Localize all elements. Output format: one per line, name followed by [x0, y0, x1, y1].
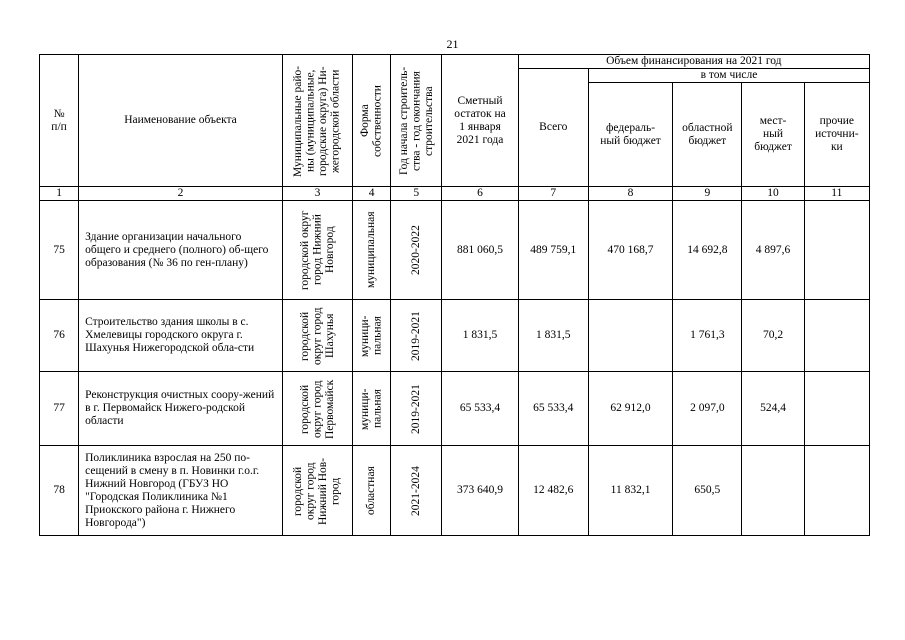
ownership-cell: областная [353, 446, 391, 536]
local-cell [742, 446, 804, 536]
header-estimate: Сметный остаток на 1 января 2021 года [442, 55, 518, 187]
ownership-cell: муниципальная [353, 201, 391, 300]
header-other: прочие источни- ки [804, 83, 869, 187]
page-number: 21 [446, 37, 459, 51]
col-number: 2 [79, 187, 283, 201]
header-local: мест- ный бюджет [742, 83, 804, 187]
total-cell: 12 482,6 [518, 446, 588, 536]
years-cell: 2021-2024 [391, 446, 442, 536]
header-including: в том числе [588, 69, 869, 83]
ownership-cell: муници- пальная [353, 372, 391, 446]
local-cell: 70,2 [742, 300, 804, 372]
col-number: 8 [588, 187, 672, 201]
other-cell [804, 300, 869, 372]
estimate-cell: 1 831,5 [442, 300, 518, 372]
table-row [40, 372, 870, 446]
estimate-cell: 373 640,9 [442, 446, 518, 536]
header-federal: федераль- ный бюджет [588, 83, 672, 187]
estimate-cell: 881 060,5 [442, 201, 518, 300]
other-cell [804, 201, 869, 300]
header-ownership: Форма собственности [353, 55, 391, 187]
other-cell [804, 372, 869, 446]
local-cell: 4 897,6 [742, 201, 804, 300]
column-numbers-row [40, 187, 870, 201]
row-num: 77 [40, 372, 79, 446]
financing-table [39, 54, 870, 536]
regional-cell: 2 097,0 [673, 372, 742, 446]
total-cell: 65 533,4 [518, 372, 588, 446]
row-num: 75 [40, 201, 79, 300]
total-cell: 1 831,5 [518, 300, 588, 372]
regional-cell: 650,5 [673, 446, 742, 536]
district-cell: городской округ город Нижний Нов- город [282, 446, 352, 536]
district-cell: городской округ город Шахунья [282, 300, 352, 372]
col-number: 1 [40, 187, 79, 201]
table-row [40, 201, 870, 300]
object-name: Строительство здания школы в с. Хмелевицы городского округа г. Шахунья Нижегородской обла-сти [79, 300, 283, 372]
col-number: 11 [804, 187, 869, 201]
col-number: 9 [673, 187, 742, 201]
header-num: № п/п [40, 55, 79, 187]
table-row [40, 300, 870, 372]
federal-cell [588, 300, 672, 372]
object-name: Здание организации начального общего и среднего (полного) об-щего образования (№ 36 по ген-плану) [79, 201, 283, 300]
district-cell: городской округ город Первомайск [282, 372, 352, 446]
years-cell: 2019-2021 [391, 300, 442, 372]
header-regional: областной бюджет [673, 83, 742, 187]
years-cell: 2020-2022 [391, 201, 442, 300]
header-name: Наименование объекта [79, 55, 283, 187]
col-number: 4 [353, 187, 391, 201]
header-years: Год начала строитель- ства - год окончания строительства [391, 55, 442, 187]
col-number: 3 [282, 187, 352, 201]
federal-cell: 62 912,0 [588, 372, 672, 446]
header-district: Муниципальные райо- ны (муниципальные, городские округа) Ни- жегородской области [282, 55, 352, 187]
row-num: 78 [40, 446, 79, 536]
header-total: Всего [518, 69, 588, 187]
header-funding-title: Объем финансирования на 2021 год [518, 55, 869, 69]
local-cell: 524,4 [742, 372, 804, 446]
years-cell: 2019-2021 [391, 372, 442, 446]
col-number: 5 [391, 187, 442, 201]
district-cell: городской округ город Нижний Новгород [282, 201, 352, 300]
ownership-cell: муници- пальная [353, 300, 391, 372]
col-number: 6 [442, 187, 518, 201]
federal-cell: 470 168,7 [588, 201, 672, 300]
federal-cell: 11 832,1 [588, 446, 672, 536]
col-number: 7 [518, 187, 588, 201]
regional-cell: 1 761,3 [673, 300, 742, 372]
estimate-cell: 65 533,4 [442, 372, 518, 446]
regional-cell: 14 692,8 [673, 201, 742, 300]
object-name: Реконструкция очистных соору-жений в г. Первомайск Нижего-родской области [79, 372, 283, 446]
table-row [40, 446, 870, 536]
total-cell: 489 759,1 [518, 201, 588, 300]
row-num: 76 [40, 300, 79, 372]
col-number: 10 [742, 187, 804, 201]
object-name: Поликлиника взрослая на 250 по-сещений в смену в п. Новинки г.о.г. Нижний Новгород (ГБУЗ НО "Городская Поликлиника №1 Приокского района г. Нижнего Новгорода") [79, 446, 283, 536]
other-cell [804, 446, 869, 536]
